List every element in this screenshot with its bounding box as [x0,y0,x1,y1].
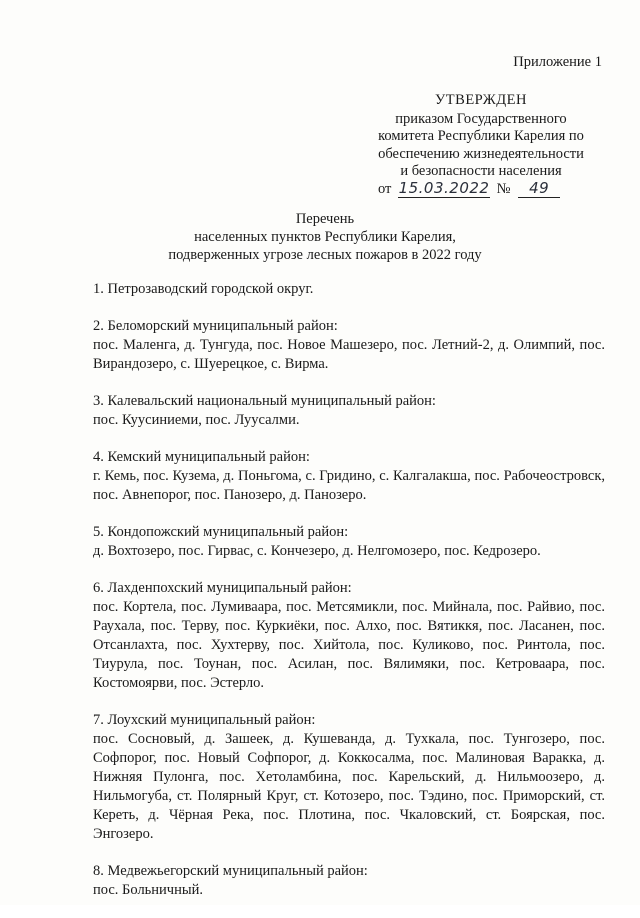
approval-line: комитета Республики Карелия по [378,128,584,144]
section-body: г. Кемь, пос. Кузема, д. Поньгома, с. Гридино, с. Калгалакша, пос. Рабочеостровск, пос. Авнепорог, пос. Панозеро, д. Панозеро. [93,468,605,503]
section-body: пос. Куусиниеми, пос. Луусалми. [93,412,300,428]
date-field [398,178,490,198]
approval-date-line [350,178,612,201]
list-item [93,862,605,900]
section-body: пос. Кортела, пос. Лумиваара, пос. Метсямикли, пос. Мийнала, пос. Райвио, пос. Раухала, пос. Терву, пос. Куркиёки, пос. Алхо, пос. Вятиккя, пос. Ласанен, пос. Отсанлахта, пос. Хухтерву, пос. Хийтола, пос. Куликово, пос. Ринтола, пос. Тиурула, пос. Тоунан, пос. Асилан, пос. Вялимяки, пос. Кетроваара, пос. Костомоярви, пос. Эстерло. [93,599,605,691]
section-title: 5. Кондопожский муниципальный район: [93,524,349,540]
heading-line: населенных пунктов Республики Карелия, [194,229,456,245]
number-label: № [496,180,511,197]
list-item [93,523,605,561]
annex-label: Приложение 1 [513,54,602,70]
section-body: пос. Маленга, д. Тунгуда, пос. Новое Машезеро, пос. Летний-2, д. Олимпий, пос. Вирандозеро, с. Шуерецкое, с. Вирма. [93,337,605,372]
section-title: 7. Лоухский муниципальный район: [93,712,316,728]
section-title: 3. Калевальский национальный муниципальный район: [93,393,436,409]
section-title: 2. Беломорский муниципальный район: [93,318,338,334]
date-prefix: от [378,180,392,197]
section-title: 4. Кемский муниципальный район: [93,449,310,465]
approval-line: приказом Государственного [395,110,567,127]
handwritten-date: 15.03.2022 [398,178,490,197]
number-field [518,178,560,198]
list-item [93,711,605,844]
section-title: 8. Медвежьегорский муниципальный район: [93,863,368,879]
approval-line: и безопасности населения [400,163,562,179]
heading-line: Перечень [295,211,355,227]
settlements-list [93,280,605,918]
heading-line: подверженных угрозе лесных пожаров в 2022 году [168,247,482,263]
handwritten-number: 49 [529,178,550,197]
approval-line: обеспечению жизнедеятельности [378,145,584,162]
section-title: 6. Лахденпохский муниципальный район: [93,580,352,596]
section-body: пос. Больничный. [93,882,203,898]
approval-block [350,92,612,201]
section-body: д. Вохтозеро, пос. Гирвас, с. Кончезеро, д. Нелгомозеро, пос. Кедрозеро. [93,543,541,559]
list-item [93,392,605,430]
list-item [93,579,605,693]
document-heading [120,210,530,264]
section-body: пос. Сосновый, д. Зашеек, д. Кушеванда, д. Тухкала, пос. Тунгозеро, пос. Софпорог, пос. Новый Софпорог, д. Коккосалма, пос. Малиновая Варакка, д. Нижняя Пулонга, пос. Хетоламбина, пос. Карельский, д. Нильмоозеро, д. Нильмогуба, ст. Полярный Круг, ст. Котозеро, пос. Тэдино, пос. Приморский, ст. Кереть, д. Чёрная Река, пос. Плотина, пос. Чкаловский, ст. Боярская, пос. Энгозеро. [93,731,605,842]
list-item [93,280,605,299]
section-title: 1. Петрозаводский городской округ. [93,281,314,297]
list-item [93,317,605,374]
list-item [93,448,605,505]
approval-title: УТВЕРЖДЕН [435,92,527,108]
